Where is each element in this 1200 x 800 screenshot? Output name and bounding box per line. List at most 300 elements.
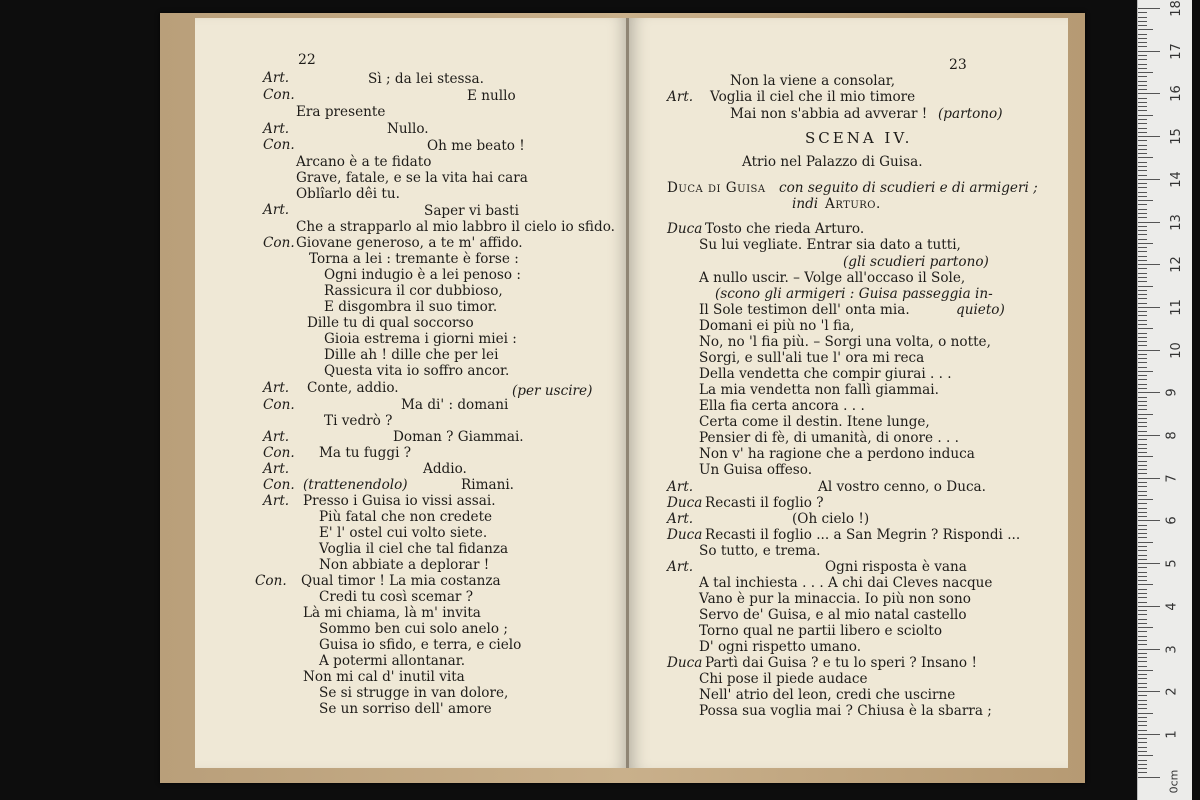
ruler-tick — [1138, 666, 1147, 667]
speaker-label: Art. — [263, 429, 290, 445]
text-line: Grave, fatale, e se la vita hai cara — [296, 170, 528, 186]
stage-direction: quieto) — [956, 302, 1005, 318]
ruler-tick — [1138, 55, 1147, 56]
text-line: Torno qual ne partii libero e sciolto — [699, 623, 943, 639]
ruler-tick — [1138, 687, 1147, 688]
ruler-tick — [1138, 584, 1153, 585]
ruler-tick — [1138, 379, 1147, 380]
speaker-label: Duca — [667, 495, 703, 511]
stage-direction: (per uscire) — [512, 383, 593, 399]
ruler-tick — [1138, 764, 1147, 765]
text-line: Rassicura il cor dubbioso, — [324, 283, 503, 299]
ruler-tick — [1138, 644, 1147, 645]
ruler-tick — [1138, 525, 1147, 526]
ruler-tick — [1138, 636, 1147, 637]
ruler-tick — [1138, 542, 1153, 543]
text-line: Se si strugge in van dolore, — [319, 685, 509, 701]
ruler-number: 9 — [1164, 388, 1180, 397]
ruler-tick — [1138, 439, 1147, 440]
ruler-tick — [1138, 742, 1147, 743]
text-line: Ma di' : domani — [401, 397, 509, 413]
ruler-number: 11 — [1168, 299, 1184, 316]
text-line: Se un sorriso dell' amore — [319, 701, 492, 717]
ruler-tick — [1138, 38, 1147, 39]
ruler-tick — [1138, 435, 1160, 436]
ruler-number: 10 — [1168, 341, 1184, 359]
speaker-label: Art. — [667, 559, 694, 575]
ruler-tick — [1138, 516, 1147, 517]
ruler-tick — [1138, 405, 1147, 406]
ruler-tick — [1138, 631, 1147, 632]
ruler-number: 18 — [1168, 0, 1184, 17]
ruler-tick — [1138, 747, 1147, 748]
ruler-number: 1 — [1164, 730, 1180, 739]
text-line: Servo de' Guisa, e al mio natal castello — [699, 607, 967, 623]
ruler-tick — [1138, 614, 1147, 615]
ruler-tick — [1138, 350, 1160, 351]
ruler-tick — [1138, 456, 1153, 457]
text-line: Giovane generoso, a te m' affido. — [296, 235, 523, 251]
left-page — [195, 18, 629, 768]
ruler-tick — [1138, 704, 1147, 705]
ruler-tick — [1138, 623, 1147, 624]
stage-direction: (gli scudieri partono) — [843, 254, 989, 270]
ruler-tick — [1138, 179, 1160, 180]
ruler-tick — [1138, 537, 1147, 538]
ruler-tick — [1138, 307, 1160, 308]
right-page — [629, 18, 1068, 768]
ruler-tick — [1138, 59, 1147, 60]
ruler-tick — [1138, 713, 1153, 714]
speaker-label: Art. — [263, 461, 290, 477]
ruler-tick — [1138, 286, 1153, 287]
ruler-tick — [1138, 260, 1147, 261]
text-line: Possa sua voglia mai ? Chiusa è la sbarra ; — [699, 703, 992, 719]
ruler-tick — [1138, 25, 1147, 26]
ruler-tick — [1138, 222, 1160, 223]
ruler-tick — [1138, 140, 1147, 141]
ruler-tick — [1138, 670, 1153, 671]
speaker-label: Duca — [667, 527, 703, 543]
ruler-tick — [1138, 708, 1147, 709]
text-line: Torna a lei : tremante è forse : — [309, 251, 519, 267]
ruler-tick — [1138, 384, 1147, 385]
ruler-tick — [1138, 640, 1147, 641]
text-line: Dille ah ! dille che per lei — [324, 347, 499, 363]
ruler-number: 5 — [1164, 559, 1180, 568]
scene-heading: SCENA IV. — [805, 129, 913, 147]
text-line: Recasti il foglio ... a San Megrin ? Rispondi ... — [705, 527, 1021, 543]
text-line: Saper vi basti — [424, 203, 519, 219]
speaker-label: Con. — [263, 87, 295, 103]
ruler-tick — [1138, 34, 1147, 35]
ruler-tick — [1138, 486, 1147, 487]
ruler-tick — [1138, 311, 1147, 312]
stage-direction: con seguito di scudieri e di armigeri ; — [779, 180, 1038, 196]
ruler-tick — [1138, 503, 1147, 504]
ruler-number: 15 — [1168, 128, 1184, 145]
text-line: Della vendetta che compir giurai . . . — [699, 366, 952, 382]
text-line: Su lui vegliate. Entrar sia dato a tutti, — [699, 237, 961, 253]
ruler-tick — [1138, 555, 1147, 556]
ruler-tick — [1138, 268, 1147, 269]
text-line: Doman ? Giammai. — [393, 429, 524, 445]
ruler-tick — [1138, 213, 1147, 214]
ruler-tick — [1138, 145, 1147, 146]
text-line: Più fatal che non credete — [319, 509, 493, 525]
ruler-tick — [1138, 294, 1147, 295]
ruler-tick — [1138, 465, 1147, 466]
ruler-tick — [1138, 341, 1147, 342]
ruler-tick — [1138, 8, 1160, 9]
text-line: E' l' ostel cui volto siete. — [319, 525, 488, 541]
ruler-number: 3 — [1164, 644, 1180, 654]
ruler-tick — [1138, 196, 1147, 197]
ruler-tick — [1138, 367, 1147, 368]
text-line: Questa vita io soffro ancor. — [324, 363, 510, 379]
ruler-tick — [1138, 345, 1147, 346]
ruler-tick — [1138, 431, 1147, 432]
text-line: E nullo — [467, 88, 516, 104]
ruler-tick — [1138, 76, 1147, 77]
text-line: Ella fia certa ancora . . . — [699, 398, 865, 414]
speaker-label: Con. — [263, 445, 295, 461]
text-line: Non mi cal d' inutil vita — [303, 669, 465, 685]
ruler-tick — [1138, 653, 1147, 654]
ruler-tick — [1138, 478, 1160, 479]
ruler-tick — [1138, 149, 1147, 150]
speaker-label: Con. — [263, 137, 295, 153]
ruler-tick — [1138, 333, 1147, 334]
text-line: Sorgi, e sull'ali tue l' ora mi reca — [699, 350, 925, 366]
text-line: Mai non s'abbia ad avverar ! — [730, 106, 928, 122]
text-line: Recasti il foglio ? — [705, 495, 824, 511]
speaker-label: Art. — [263, 202, 290, 218]
ruler-tick — [1138, 482, 1147, 483]
ruler-tick — [1138, 162, 1147, 163]
speaker-label: Art. — [263, 380, 290, 396]
ruler-tick — [1138, 110, 1147, 111]
speaker-label: Con. — [255, 573, 287, 589]
ruler-tick — [1138, 512, 1147, 513]
ruler-tick — [1138, 375, 1147, 376]
ruler-tick — [1138, 106, 1147, 107]
ruler-tick — [1138, 725, 1147, 726]
ruler-tick — [1138, 226, 1147, 227]
ruler-tick — [1138, 247, 1147, 248]
text-line: A nullo uscir. – Volge all'occaso il Sole, — [699, 270, 966, 286]
ruler-tick — [1138, 602, 1147, 603]
ruler-tick — [1138, 251, 1147, 252]
stage-direction: indi — [792, 196, 819, 212]
text-line: Là mi chiama, là m' invita — [303, 605, 481, 621]
ruler-tick — [1138, 12, 1147, 13]
ruler-tick — [1138, 717, 1147, 718]
ruler-tick — [1138, 354, 1147, 355]
ruler-tick — [1138, 397, 1147, 398]
ruler-tick — [1138, 51, 1160, 52]
text-line: Voglia il ciel che tal fidanza — [319, 541, 509, 557]
ruler-tick — [1138, 691, 1160, 692]
ruler-tick — [1138, 170, 1147, 171]
ruler-tick — [1138, 166, 1147, 167]
ruler-tick — [1138, 217, 1147, 218]
ruler-tick — [1138, 320, 1147, 321]
text-line: Che a strapparlo al mio labbro il cielo io sfido. — [296, 219, 615, 235]
ruler-number: 4 — [1164, 602, 1180, 611]
ruler-number: 14 — [1168, 171, 1184, 188]
ruler-tick — [1138, 627, 1153, 628]
text-line: Non abbiate a deplorar ! — [319, 557, 490, 573]
ruler-tick — [1138, 760, 1147, 761]
text-line: Dille tu di qual soccorso — [307, 315, 474, 331]
text-line: A potermi allontanar. — [319, 653, 466, 669]
speaker-label: Art. — [667, 511, 694, 527]
text-line: Sommo ben cui solo anelo ; — [319, 621, 508, 637]
ruler-tick — [1138, 362, 1147, 363]
ruler-tick — [1138, 533, 1147, 534]
ruler-tick — [1138, 572, 1147, 573]
ruler-tick — [1138, 657, 1147, 658]
text-line: No, no 'l fia più. – Sorgi una volta, o notte, — [699, 334, 991, 350]
ruler-tick — [1138, 93, 1160, 94]
ruler-tick — [1138, 17, 1147, 18]
ruler-tick — [1138, 550, 1147, 551]
text-line: Ogni risposta è vana — [825, 559, 967, 575]
text-line: A tal inchiesta . . . A chi dai Cleves nacque — [699, 575, 993, 591]
ruler-tick — [1138, 243, 1153, 244]
character-name: Duca di Guisa — [667, 180, 766, 196]
ruler-tick — [1138, 204, 1147, 205]
text-line: Nullo. — [387, 121, 429, 137]
ruler-tick — [1138, 298, 1147, 299]
text-line: Non la viene a consolar, — [730, 73, 896, 89]
text-line: Voglia il ciel che il mio timore — [710, 89, 916, 105]
text-line: Ogni indugio è a lei penoso : — [324, 267, 521, 283]
speaker-label: Con. — [263, 397, 295, 413]
text-line: Qual timor ! La mia costanza — [301, 573, 501, 589]
ruler-tick — [1138, 593, 1147, 594]
ruler-tick — [1138, 559, 1147, 560]
ruler-tick — [1138, 81, 1147, 82]
ruler-tick — [1138, 448, 1147, 449]
ruler-tick — [1138, 115, 1153, 116]
ruler-tick — [1138, 102, 1147, 103]
ruler-tick — [1138, 153, 1147, 154]
ruler-tick — [1138, 619, 1147, 620]
ruler-tick — [1138, 499, 1153, 500]
ruler-tick — [1138, 234, 1147, 235]
text-line: Vano è pur la minaccia. Io più non sono — [699, 591, 971, 607]
text-line: Ti vedrò ? — [324, 413, 393, 429]
character-name: Arturo. — [825, 196, 881, 212]
ruler-tick — [1138, 606, 1160, 607]
ruler-tick — [1138, 772, 1147, 773]
ruler-unit-label: 0cm — [1167, 769, 1181, 794]
ruler-tick — [1138, 324, 1147, 325]
ruler-tick — [1138, 734, 1160, 735]
text-line: Era presente — [296, 104, 386, 120]
ruler-tick — [1138, 661, 1147, 662]
text-line: Guisa io sfido, e terra, e cielo — [319, 637, 522, 653]
text-line: Conte, addio. — [307, 380, 399, 396]
speaker-label: Art. — [667, 479, 694, 495]
ruler-tick — [1138, 563, 1160, 564]
text-line: Pensier di fè, di umanità, di onore . . . — [699, 430, 960, 446]
ruler-tick — [1138, 520, 1160, 521]
text-line: Domani ei più no 'l fia, — [699, 318, 855, 334]
ruler-tick — [1138, 495, 1147, 496]
speaker-label: Con. — [263, 477, 295, 493]
page-number: 22 — [298, 52, 316, 68]
page-number: 23 — [949, 57, 967, 73]
ruler-tick — [1138, 123, 1147, 124]
ruler-tick — [1138, 469, 1147, 470]
stage-direction: (trattenendolo) — [303, 477, 408, 493]
ruler-tick — [1138, 529, 1147, 530]
text-line: Al vostro cenno, o Duca. — [818, 479, 986, 495]
ruler-tick — [1138, 418, 1147, 419]
ruler-tick — [1138, 546, 1147, 547]
ruler-tick — [1138, 68, 1147, 69]
ruler-tick — [1138, 264, 1160, 265]
text-line: Gioia estrema i giorni miei : — [324, 331, 517, 347]
ruler-tick — [1138, 576, 1147, 577]
ruler-tick — [1138, 256, 1147, 257]
ruler-number: 7 — [1164, 474, 1180, 483]
stage-direction: (scono gli armigeri : Guisa passeggia in- — [715, 286, 993, 302]
ruler-tick — [1138, 461, 1147, 462]
ruler-tick — [1138, 239, 1147, 240]
ruler-tick — [1138, 64, 1147, 65]
ruler-tick — [1138, 597, 1147, 598]
ruler-tick — [1138, 132, 1147, 133]
text-line: Un Guisa offeso. — [699, 462, 813, 478]
text-line: So tutto, e trema. — [699, 543, 821, 559]
ruler-tick — [1138, 337, 1147, 338]
ruler-number: 13 — [1168, 213, 1184, 231]
ruler-tick — [1138, 777, 1160, 778]
ruler-tick — [1138, 414, 1153, 415]
ruler-tick — [1138, 508, 1147, 509]
ruler-tick — [1138, 683, 1147, 684]
text-line: Nell' atrio del leon, credi che uscirne — [699, 687, 956, 703]
ruler-tick — [1138, 695, 1147, 696]
stage-direction: (partono) — [938, 106, 1003, 122]
ruler-tick — [1138, 674, 1147, 675]
text-line: Certa come il destin. Itene lunge, — [699, 414, 930, 430]
text-line: Credi tu così scemar ? — [319, 589, 474, 605]
ruler-number: 12 — [1168, 256, 1184, 273]
text-line: D' ogni rispetto umano. — [699, 639, 862, 655]
ruler-tick — [1138, 589, 1147, 590]
text-line: Chi pose il piede audace — [699, 671, 868, 687]
ruler-tick — [1138, 751, 1147, 752]
ruler-tick — [1138, 29, 1153, 30]
ruler-tick — [1138, 388, 1147, 389]
ruler-tick — [1138, 136, 1160, 137]
ruler-number: 2 — [1164, 687, 1180, 696]
speaker-label: Art. — [667, 89, 694, 105]
ruler-tick — [1138, 768, 1147, 769]
ruler-tick — [1138, 209, 1147, 210]
ruler-tick — [1138, 392, 1160, 393]
ruler-tick — [1138, 730, 1147, 731]
ruler-tick — [1138, 738, 1147, 739]
ruler-tick — [1138, 444, 1147, 445]
text-line: Arcano è a te fidato — [296, 154, 432, 170]
speaker-label: Art. — [263, 493, 290, 509]
text-line: (Oh cielo !) — [792, 511, 870, 527]
text-line: Oblîarlo dêi tu. — [296, 186, 400, 202]
ruler-tick — [1138, 42, 1147, 43]
ruler-number: 8 — [1164, 431, 1180, 440]
ruler-tick — [1138, 328, 1153, 329]
ruler-tick — [1138, 277, 1147, 278]
ruler-tick — [1138, 303, 1147, 304]
ruler-tick — [1138, 230, 1147, 231]
ruler-tick — [1138, 721, 1147, 722]
speaker-label: Art. — [263, 121, 290, 137]
ruler-tick — [1138, 649, 1160, 650]
ruler-number: 17 — [1168, 42, 1184, 60]
text-line: E disgombra il suo timor. — [324, 299, 498, 315]
ruler-number: 16 — [1168, 85, 1184, 103]
ruler-tick — [1138, 157, 1153, 158]
ruler-tick — [1138, 200, 1153, 201]
ruler-tick — [1138, 580, 1147, 581]
text-line: Non v' ha ragione che a perdono induca — [699, 446, 975, 462]
text-line: La mia vendetta non fallì giammai. — [699, 382, 939, 398]
ruler-tick — [1138, 21, 1147, 22]
scene-setting: Atrio nel Palazzo di Guisa. — [742, 154, 923, 170]
ruler-tick — [1138, 678, 1147, 679]
speaker-label: Art. — [263, 70, 290, 86]
ruler-tick — [1138, 371, 1153, 372]
text-line: Rimani. — [461, 477, 515, 493]
ruler-tick — [1138, 358, 1147, 359]
ruler-tick — [1138, 755, 1153, 756]
ruler-tick — [1138, 473, 1147, 474]
ruler-tick — [1138, 183, 1147, 184]
ruler-tick — [1138, 290, 1147, 291]
ruler-tick — [1138, 315, 1147, 316]
ruler-tick — [1138, 491, 1147, 492]
ruler-tick — [1138, 567, 1147, 568]
text-line: Sì ; da lei stessa. — [368, 71, 484, 87]
text-line: Addio. — [423, 461, 467, 477]
speaker-label: Con. — [263, 235, 295, 251]
text-line: Il Sole testimon dell' onta mia. — [699, 302, 910, 318]
ruler-tick — [1138, 409, 1147, 410]
ruler-tick — [1138, 452, 1147, 453]
ruler-tick — [1138, 72, 1153, 73]
text-line: Presso i Guisa io vissi assai. — [303, 493, 496, 509]
ruler-tick — [1138, 89, 1147, 90]
ruler-tick — [1138, 85, 1147, 86]
ruler-tick — [1138, 192, 1147, 193]
ruler-tick — [1138, 273, 1147, 274]
speaker-label: Duca — [667, 221, 703, 237]
ruler-tick — [1138, 175, 1147, 176]
ruler-number: 6 — [1164, 516, 1180, 526]
ruler-tick — [1138, 610, 1147, 611]
ruler-tick — [1138, 98, 1147, 99]
text-line: Ma tu fuggi ? — [319, 445, 412, 461]
text-line: Tosto che rieda Arturo. — [705, 221, 865, 237]
measuring-ruler — [1137, 0, 1192, 800]
speaker-label: Duca — [667, 655, 703, 671]
